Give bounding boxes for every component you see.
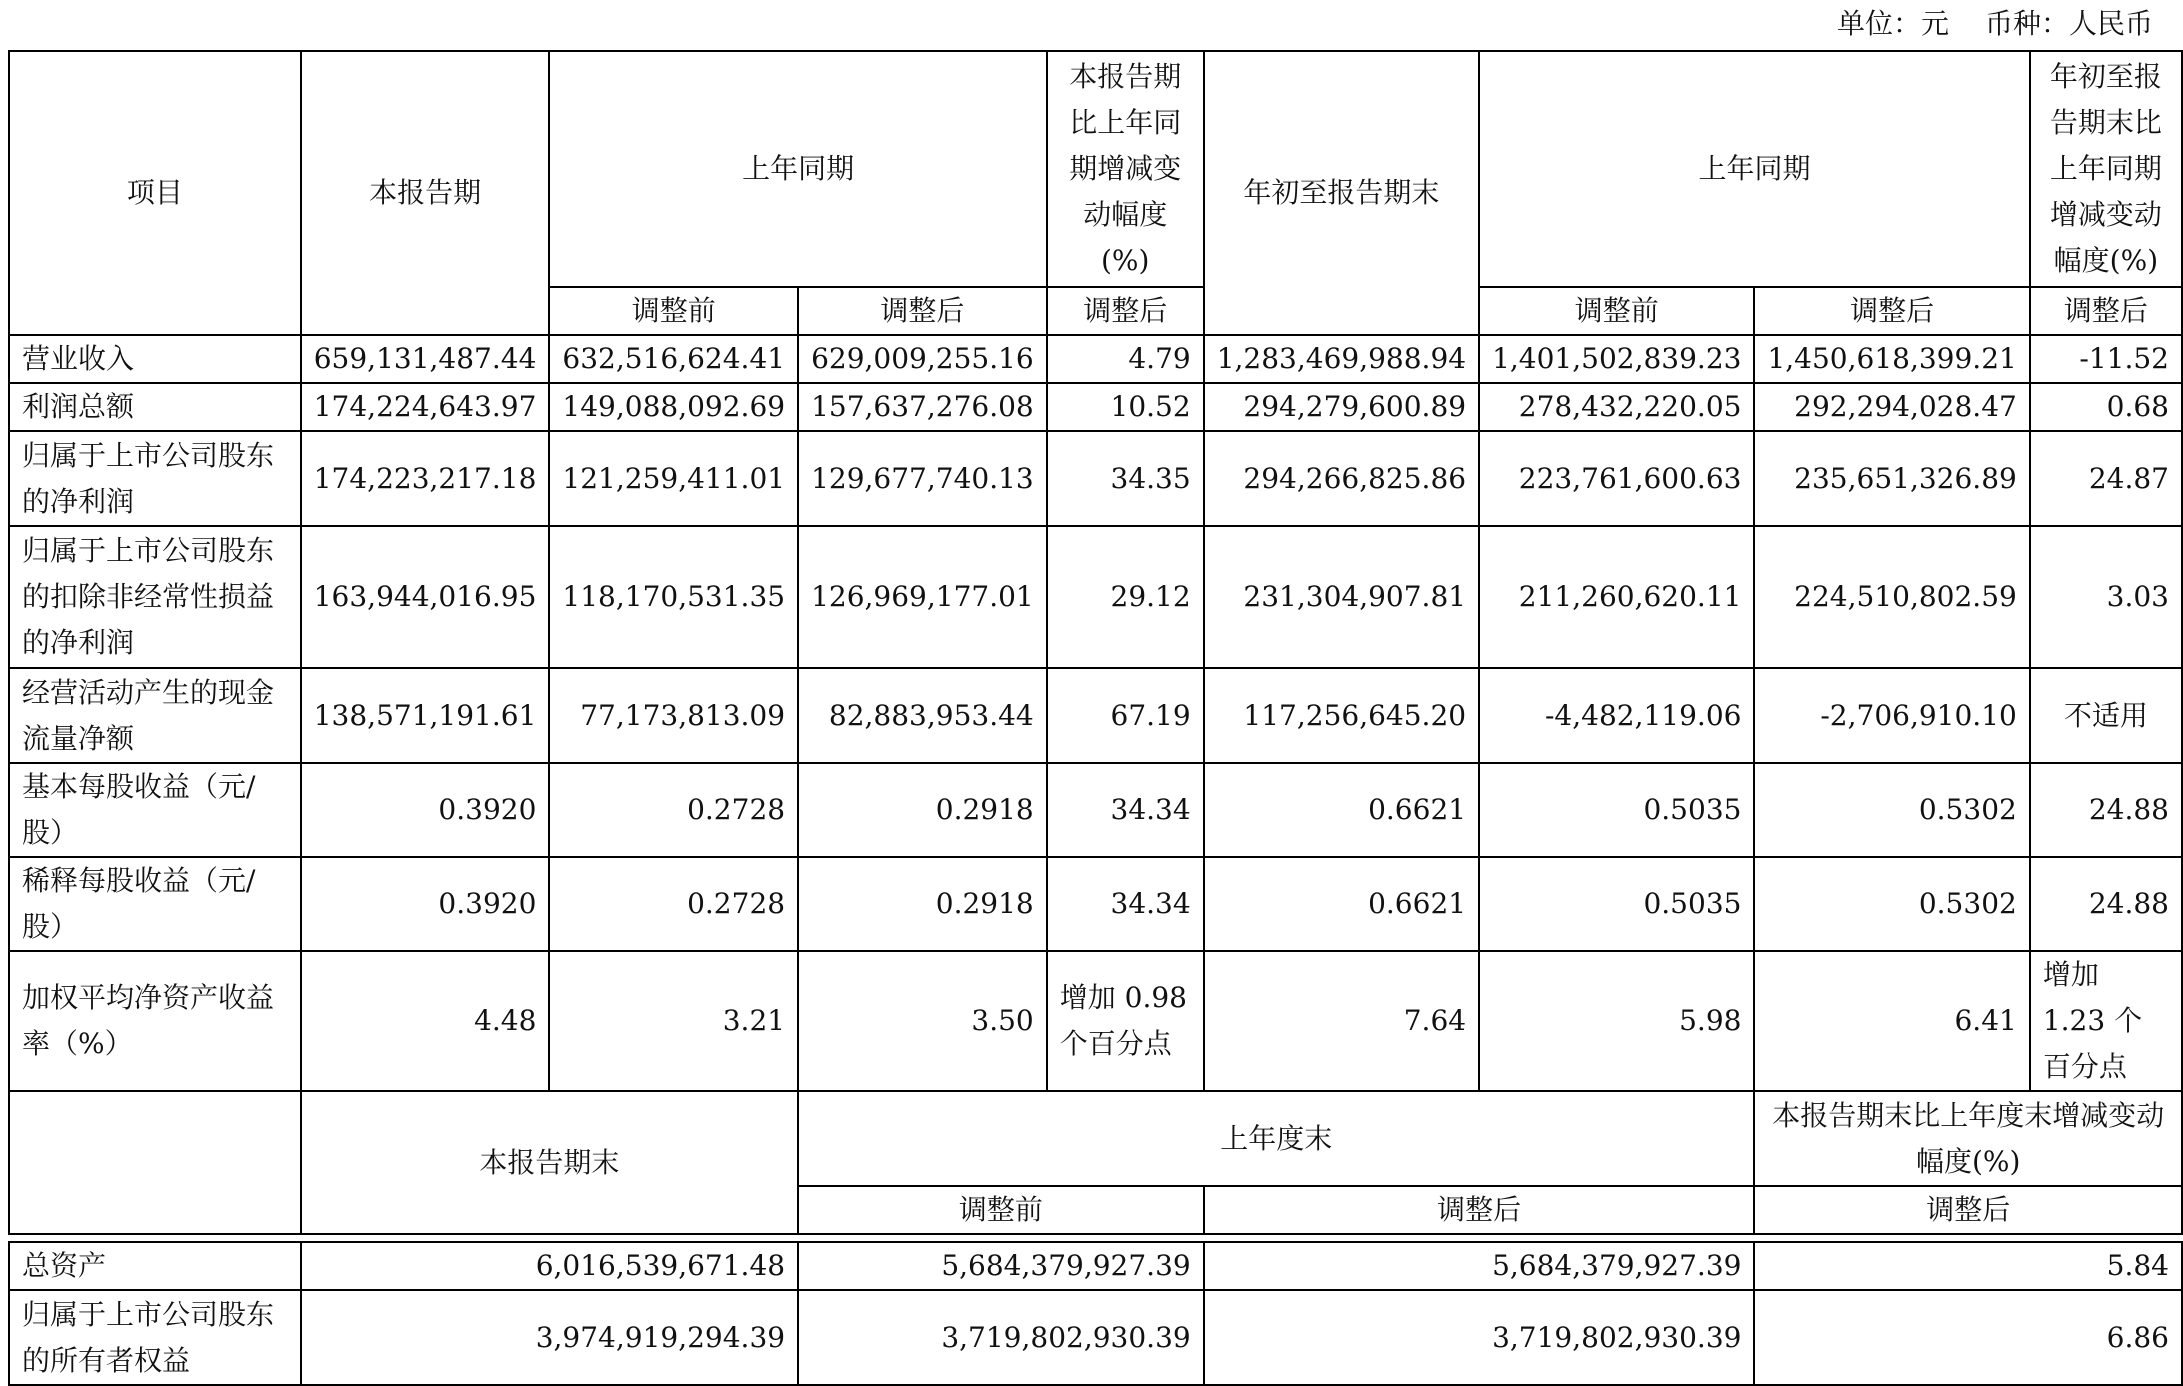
cell-change: 5.84 <box>1754 1242 2182 1290</box>
cell-prior-after: 3.50 <box>798 951 1047 1091</box>
row-item: 基本每股收益（元/股） <box>9 763 301 857</box>
row-item: 稀释每股收益（元/股） <box>9 857 301 951</box>
cell-ytd: 0.6621 <box>1204 857 1479 951</box>
cell-ytd: 294,279,600.89 <box>1204 383 1479 431</box>
header2-period-end: 本报告期末 <box>301 1091 798 1234</box>
cell-current: 4.48 <box>301 951 550 1091</box>
header2-before-adj: 调整前 <box>798 1186 1204 1234</box>
cell-prior-before: 5,684,379,927.39 <box>798 1242 1204 1290</box>
cell-prior-before: 0.2728 <box>549 763 798 857</box>
row-item: 归属于上市公司股东的扣除非经常性损益的净利润 <box>9 526 301 668</box>
cell-change: 34.35 <box>1047 431 1204 526</box>
cell-current: 0.3920 <box>301 857 550 951</box>
cell-ytd-prior-before: -4,482,119.06 <box>1479 668 1754 763</box>
spacer-cell <box>9 1234 2182 1242</box>
cell-prior-after: 0.2918 <box>798 857 1047 951</box>
table-row <box>9 763 2182 857</box>
unit-currency-line <box>1837 6 2153 42</box>
header-current-period: 本报告期 <box>301 51 550 335</box>
cell-ytd-change: 不适用 <box>2030 668 2182 763</box>
cell-ytd-change: 3.03 <box>2030 526 2182 668</box>
cell-ytd-prior-after: 224,510,802.59 <box>1754 526 2029 668</box>
cell-prior-before: 3.21 <box>549 951 798 1091</box>
unit-label: 单位：元 <box>1836 7 1949 40</box>
cell-prior-before: 632,516,624.41 <box>549 335 798 383</box>
cell-change: 29.12 <box>1047 526 1204 668</box>
table-row <box>9 335 2182 383</box>
header2-change-pct: 本报告期末比上年度末增减变动幅度(%) <box>1754 1091 2182 1186</box>
cell-ytd-change: 增加 1.23 个百分点 <box>2030 951 2182 1091</box>
cell-ytd-change: 24.88 <box>2030 763 2182 857</box>
cell-prior-after: 629,009,255.16 <box>798 335 1047 383</box>
header-ytd-change-pct: 年初至报告期末比上年同期增减变动幅度(%) <box>2030 51 2182 287</box>
cell-ytd-change: 24.87 <box>2030 431 2182 526</box>
table-row <box>9 1242 2182 1290</box>
cell-change: 10.52 <box>1047 383 1204 431</box>
header2-after-adj-change: 调整后 <box>1754 1186 2182 1234</box>
header-after-adj-ytd: 调整后 <box>1754 287 2029 335</box>
cell-ytd-prior-before: 223,761,600.63 <box>1479 431 1754 526</box>
cell-prior-before: 3,719,802,930.39 <box>798 1290 1204 1385</box>
cell-ytd-change: 24.88 <box>2030 857 2182 951</box>
cell-ytd: 7.64 <box>1204 951 1479 1091</box>
cell-ytd-prior-before: 5.98 <box>1479 951 1754 1091</box>
table-row <box>9 857 2182 951</box>
row-item: 营业收入 <box>9 335 301 383</box>
row-item: 归属于上市公司股东的净利润 <box>9 431 301 526</box>
cell-prior-before: 0.2728 <box>549 857 798 951</box>
cell-change: 67.19 <box>1047 668 1204 763</box>
cell-prior-before: 118,170,531.35 <box>549 526 798 668</box>
cell-prior-after: 129,677,740.13 <box>798 431 1047 526</box>
row-item: 经营活动产生的现金流量净额 <box>9 668 301 763</box>
cell-change: 34.34 <box>1047 857 1204 951</box>
cell-prior-before: 77,173,813.09 <box>549 668 798 763</box>
currency-label: 币种：人民币 <box>1984 7 2153 40</box>
header-before-adj-ytd: 调整前 <box>1479 287 1754 335</box>
cell-period-end: 6,016,539,671.48 <box>301 1242 798 1290</box>
table-row <box>9 951 2182 1091</box>
cell-prior-after: 82,883,953.44 <box>798 668 1047 763</box>
cell-current: 174,223,217.18 <box>301 431 550 526</box>
header-prior-same-period-ytd: 上年同期 <box>1479 51 2030 287</box>
cell-ytd-prior-after: -2,706,910.10 <box>1754 668 2029 763</box>
cell-ytd-prior-after: 292,294,028.47 <box>1754 383 2029 431</box>
header2-item-empty <box>9 1091 301 1234</box>
cell-change: 4.79 <box>1047 335 1204 383</box>
cell-ytd-prior-after: 1,450,618,399.21 <box>1754 335 2029 383</box>
table-spacer <box>9 1234 2182 1242</box>
cell-prior-after: 157,637,276.08 <box>798 383 1047 431</box>
table-row <box>9 1290 2182 1385</box>
cell-change: 增加 0.98 个百分点 <box>1047 951 1204 1091</box>
table-row <box>9 431 2182 526</box>
table-row <box>9 668 2182 763</box>
header-after-adj-change: 调整后 <box>1047 287 1204 335</box>
cell-current: 163,944,016.95 <box>301 526 550 668</box>
header2-prior-year-end: 上年度末 <box>798 1091 1754 1186</box>
cell-ytd: 1,283,469,988.94 <box>1204 335 1479 383</box>
header2-row-1 <box>9 1091 2182 1186</box>
cell-ytd-prior-after: 6.41 <box>1754 951 2029 1091</box>
cell-prior-after: 3,719,802,930.39 <box>1204 1290 1755 1385</box>
cell-period-end: 3,974,919,294.39 <box>301 1290 798 1385</box>
row-item: 归属于上市公司股东的所有者权益 <box>9 1290 301 1385</box>
cell-ytd-prior-after: 0.5302 <box>1754 763 2029 857</box>
table-row <box>9 383 2182 431</box>
financial-data-table <box>8 50 2183 1386</box>
cell-prior-after: 5,684,379,927.39 <box>1204 1242 1755 1290</box>
row-item: 总资产 <box>9 1242 301 1290</box>
cell-prior-after: 126,969,177.01 <box>798 526 1047 668</box>
cell-ytd-prior-after: 0.5302 <box>1754 857 2029 951</box>
cell-current: 0.3920 <box>301 763 550 857</box>
cell-prior-before: 121,259,411.01 <box>549 431 798 526</box>
cell-ytd-prior-before: 0.5035 <box>1479 763 1754 857</box>
cell-ytd-prior-before: 278,432,220.05 <box>1479 383 1754 431</box>
header-after-adj: 调整后 <box>798 287 1047 335</box>
cell-ytd-prior-before: 1,401,502,839.23 <box>1479 335 1754 383</box>
cell-ytd: 231,304,907.81 <box>1204 526 1479 668</box>
cell-ytd-change: -11.52 <box>2030 335 2182 383</box>
cell-change: 34.34 <box>1047 763 1204 857</box>
header-prior-same-period: 上年同期 <box>549 51 1046 287</box>
cell-ytd-change: 0.68 <box>2030 383 2182 431</box>
row-item: 利润总额 <box>9 383 301 431</box>
cell-ytd: 0.6621 <box>1204 763 1479 857</box>
row-item: 加权平均净资产收益率（%） <box>9 951 301 1091</box>
cell-ytd-prior-before: 0.5035 <box>1479 857 1754 951</box>
cell-change: 6.86 <box>1754 1290 2182 1385</box>
cell-current: 138,571,191.61 <box>301 668 550 763</box>
cell-ytd: 117,256,645.20 <box>1204 668 1479 763</box>
cell-ytd: 294,266,825.86 <box>1204 431 1479 526</box>
cell-ytd-prior-after: 235,651,326.89 <box>1754 431 2029 526</box>
header-row-1 <box>9 51 2182 287</box>
header-after-adj-ytd-change: 调整后 <box>2030 287 2182 335</box>
header-before-adj: 调整前 <box>549 287 798 335</box>
header-item: 项目 <box>9 51 301 335</box>
cell-prior-before: 149,088,092.69 <box>549 383 798 431</box>
cell-current: 174,224,643.97 <box>301 383 550 431</box>
cell-ytd-prior-before: 211,260,620.11 <box>1479 526 1754 668</box>
cell-prior-after: 0.2918 <box>798 763 1047 857</box>
header-ytd: 年初至报告期末 <box>1204 51 1479 335</box>
header-change-pct: 本报告期比上年同期增减变动幅度(%) <box>1047 51 1204 287</box>
cell-current: 659,131,487.44 <box>301 335 550 383</box>
table-row <box>9 526 2182 668</box>
header2-after-adj: 调整后 <box>1204 1186 1755 1234</box>
